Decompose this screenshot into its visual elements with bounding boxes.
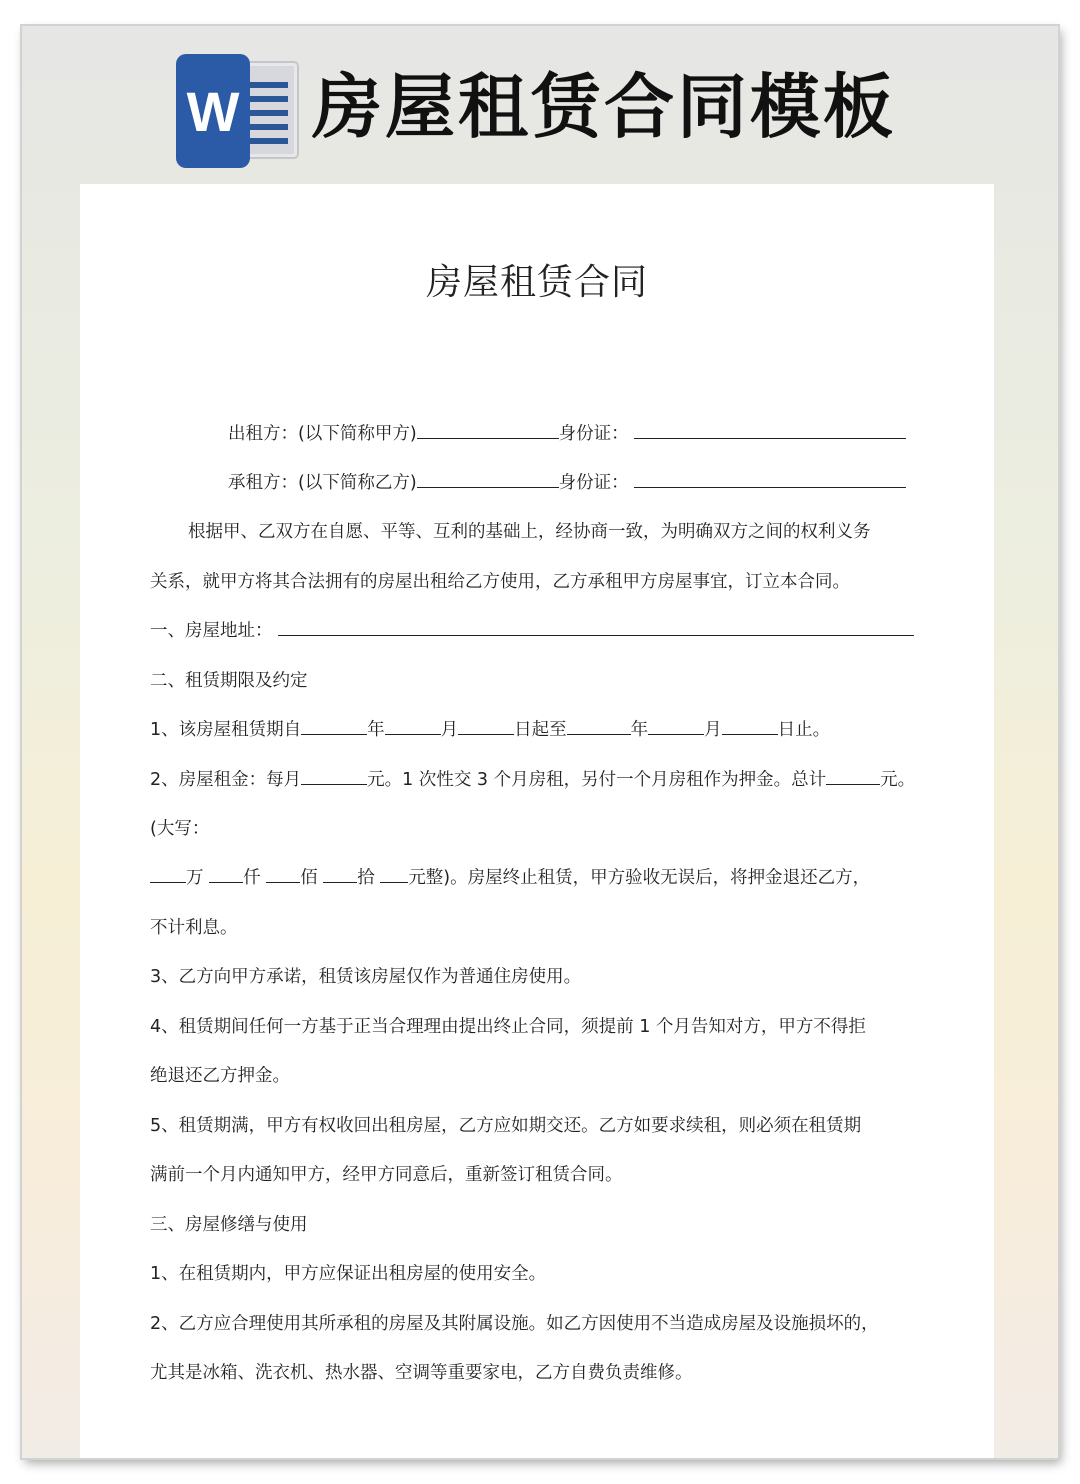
day-to-label: 日止。 <box>777 720 831 740</box>
item-5-line-2: 满前一个月内通知甲方，经甲方同意后，重新签订租赁合同。 <box>150 1165 623 1185</box>
lessor-id-blank <box>634 420 906 439</box>
section-1-line <box>150 617 914 642</box>
item-3-text: 3、乙方向甲方承诺，租赁该房屋仅作为普通住房使用。 <box>150 967 582 987</box>
total-blank <box>826 766 880 785</box>
section-3-item-2-line-1: 2、乙方应合理使用其所承租的房屋及其附属设施。如乙方因使用不当造成房屋及设施损坏的， <box>150 1314 879 1334</box>
lessee-label: 承租方：(以下简称乙方) <box>228 473 417 493</box>
bai-label: 佰 <box>300 868 318 888</box>
lessor-line <box>228 420 906 445</box>
day-from-label: 日起至 <box>514 720 567 740</box>
daxie-label: (大写： <box>150 819 210 839</box>
item-5-line-1: 5、租赁期满，甲方有权收回出租房屋，乙方应如期交还。乙方如要求续租，则必须在租赁期 <box>150 1116 862 1136</box>
start-year-blank <box>301 716 367 735</box>
end-year-label: 年 <box>630 720 649 740</box>
rent-prefix: 2、房屋租金：每月 <box>150 770 302 790</box>
start-day-blank <box>458 716 514 735</box>
section-3-item-2-line-2: 尤其是冰箱、洗衣机、热水器、空调等重要家电，乙方自费负责维修。 <box>150 1363 693 1383</box>
start-year-label: 年 <box>367 720 385 740</box>
lessor-name-blank <box>417 420 559 439</box>
yuan-blank <box>380 864 408 883</box>
intro-line-2: 关系，就甲方将其合法拥有的房屋出租给乙方使用，乙方承租甲方房屋事宜，订立本合同。 <box>150 572 850 592</box>
item-4-line-2: 绝退还乙方押金。 <box>150 1066 290 1086</box>
rent-suffix: 元。 <box>880 770 916 790</box>
header-banner <box>22 26 1058 184</box>
end-month-label: 月 <box>704 720 722 740</box>
section-3-item-1: 1、在租赁期内，甲方应保证出租房屋的使用安全。 <box>150 1264 547 1284</box>
word-logo-letter: W <box>186 80 240 143</box>
rent-line <box>150 766 915 791</box>
term-prefix: 1、该房屋租赁期自 <box>150 720 302 740</box>
no-interest-text: 不计利息。 <box>150 918 238 938</box>
end-day-blank <box>722 716 778 735</box>
start-month-label: 月 <box>440 720 459 740</box>
shi-blank <box>323 864 357 883</box>
qian-blank <box>209 864 243 883</box>
wan-blank <box>150 864 186 883</box>
end-month-blank <box>648 716 704 735</box>
term-line <box>150 716 830 741</box>
intro-line-1: 根据甲、乙双方在自愿、平等、互利的基础上，经协商一致，为明确双方之间的权利义务 <box>188 522 871 542</box>
bai-blank <box>266 864 300 883</box>
section-3-title: 三、房屋修缮与使用 <box>150 1215 308 1235</box>
shi-label: 拾 <box>357 868 375 888</box>
qian-label: 仟 <box>243 868 261 888</box>
header-title: 房屋租赁合同模板 <box>312 66 896 148</box>
document-frame <box>22 26 1058 1458</box>
amount-words-line <box>150 864 870 889</box>
section-1-title: 一、房屋地址： <box>150 621 273 641</box>
wan-label: 万 <box>186 868 204 888</box>
lessor-id-label: 身份证： <box>558 424 629 444</box>
lessee-line <box>228 469 906 494</box>
word-icon <box>176 48 302 174</box>
lessee-name-blank <box>417 469 559 488</box>
document-page <box>80 184 994 1458</box>
item-4-line-1: 4、租赁期间任何一方基于正当合理理由提出终止合同，须提前 1 个月告知对方，甲方不得拒 <box>150 1017 866 1037</box>
lessor-label: 出租方：(以下简称甲方) <box>228 424 417 444</box>
lessee-id-label: 身份证： <box>558 473 629 493</box>
monthly-rent-blank <box>301 766 367 785</box>
rent-middle: 元。1 次性交 3 个月房租，另付一个月房租作为押金。总计 <box>367 770 827 790</box>
address-blank <box>278 617 914 636</box>
section-2-title: 二、租赁期限及约定 <box>150 671 308 691</box>
yuan-end-text: 元整)。房屋终止租赁，甲方验收无误后，将押金退还乙方， <box>408 868 871 888</box>
doc-title: 房屋租赁合同 <box>425 262 648 303</box>
end-year-blank <box>567 716 631 735</box>
start-month-blank <box>385 716 441 735</box>
lessee-id-blank <box>634 469 906 488</box>
